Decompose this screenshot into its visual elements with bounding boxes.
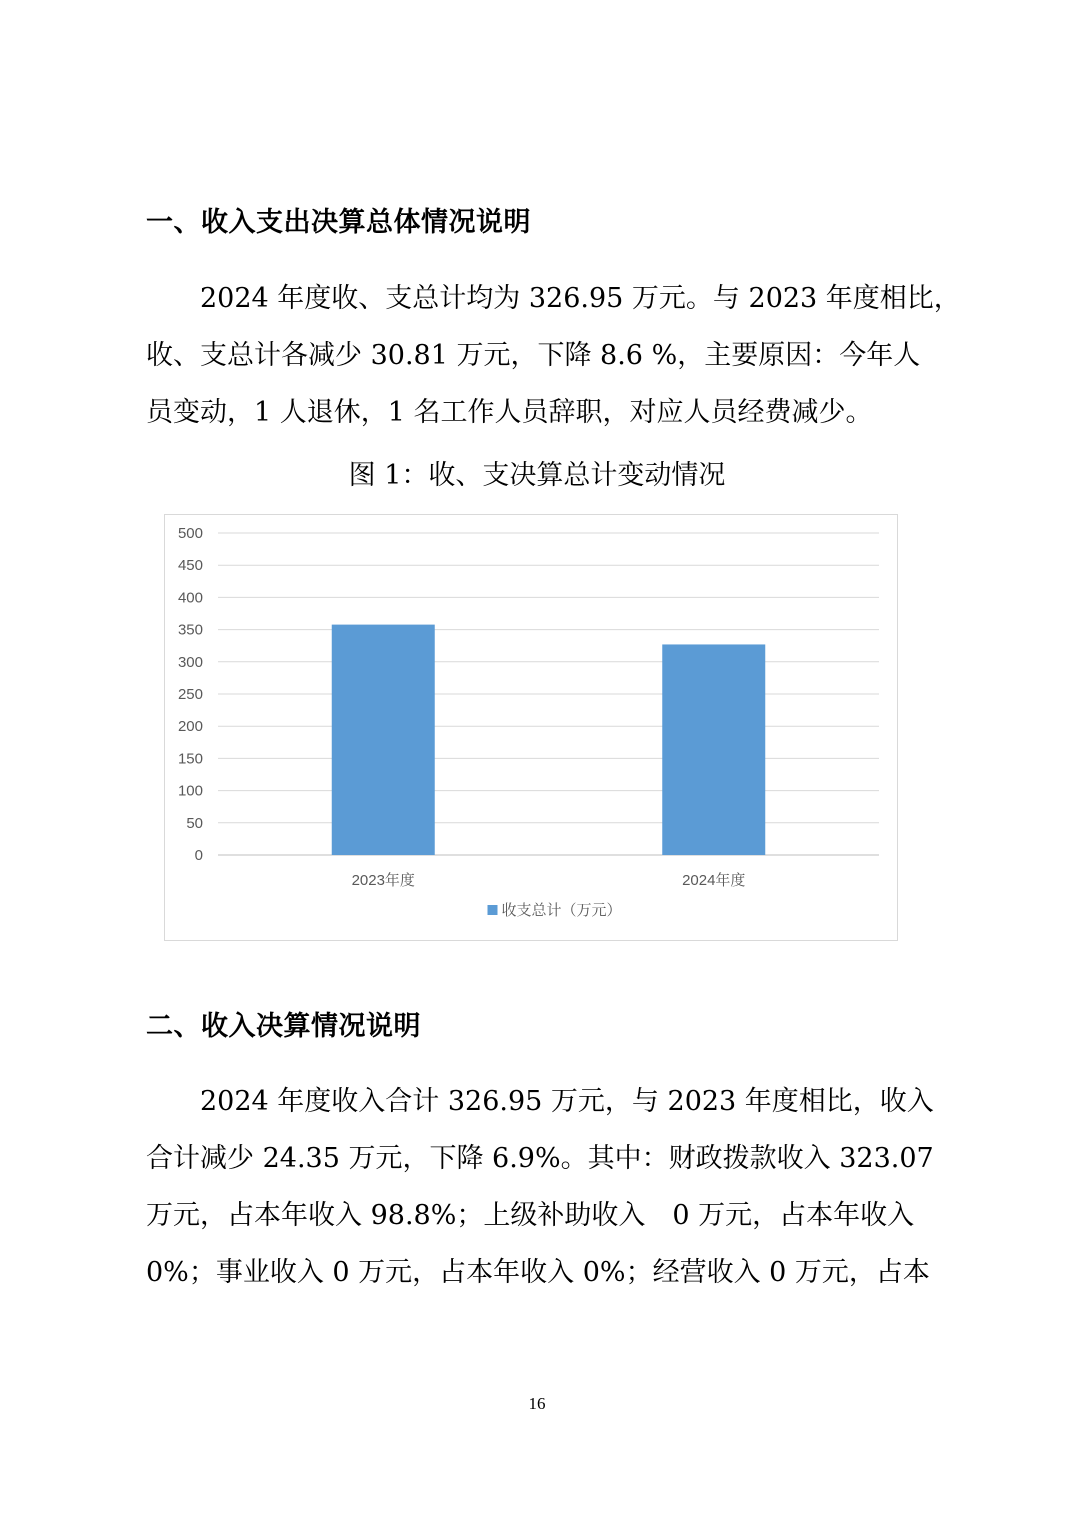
paragraph-line: 2024 年度收、支总计均为 326.95 万元。与 2023 年度相比， [146, 283, 961, 314]
paragraph-line: 合计减少 24.35 万元，下降 6.9%。其中：财政拨款收入 323.07 [146, 1143, 934, 1174]
paragraph-line: 收、支总计各减少 30.81 万元，下降 8.6 %，主要原因：今年人 [146, 340, 921, 371]
chart-frame [164, 514, 898, 941]
y-tick-label: 50 [186, 814, 203, 832]
y-tick-label: 150 [177, 750, 203, 768]
bar [332, 625, 435, 855]
y-tick-label: 400 [177, 589, 203, 607]
y-tick-label: 300 [177, 653, 203, 671]
y-tick-label: 100 [177, 782, 203, 800]
y-tick-label: 350 [177, 621, 203, 639]
section-1-paragraph [146, 270, 961, 441]
paragraph-line: 万元，占本年收入 98.8%；上级补助收入 0 万元，占本年收入 [146, 1200, 915, 1231]
legend-label: 收支总计（万元） [501, 902, 622, 919]
bar-chart [165, 515, 896, 939]
y-tick-label: 200 [177, 718, 203, 736]
section-2-heading: 二、收入决算情况说明 [146, 1011, 421, 1042]
y-tick-label: 500 [177, 525, 203, 542]
y-tick-label: 0 [194, 847, 203, 864]
x-tick-label: 2024年度 [682, 872, 746, 889]
paragraph-line: 员变动，1 人退休，1 名工作人员辞职，对应人员经费减少。 [146, 397, 873, 428]
bar [662, 644, 765, 855]
y-tick-label: 250 [177, 686, 203, 703]
section-2-paragraph [146, 1073, 942, 1301]
page-number: 16 [528, 1394, 546, 1413]
legend-swatch [488, 905, 498, 915]
figure-1-caption: 图 1：收、支决算总计变动情况 [348, 460, 726, 491]
y-tick-label: 450 [177, 557, 203, 575]
x-tick-label: 2023年度 [351, 872, 415, 889]
paragraph-line: 2024 年度收入合计 326.95 万元，与 2023 年度相比，收入 [146, 1086, 934, 1117]
section-1-heading: 一、收入支出决算总体情况说明 [146, 207, 531, 238]
paragraph-line: 0%；事业收入 0 万元，占本年收入 0%；经营收入 0 万元，占本 [146, 1257, 930, 1288]
